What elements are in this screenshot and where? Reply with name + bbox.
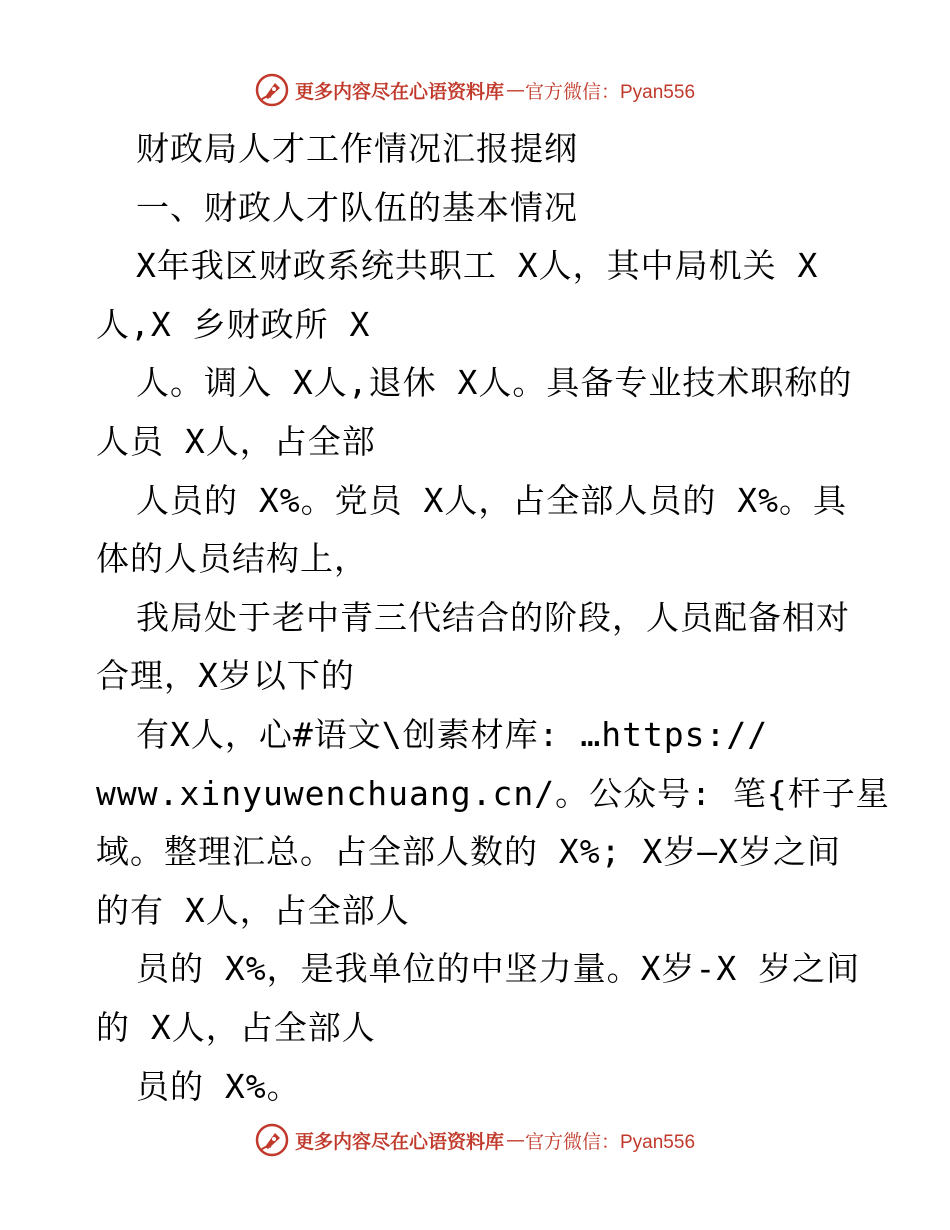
header-banner: [0, 70, 950, 110]
paragraph-line: 人员的 X%。党员 X人，占全部人员的 X%。具: [136, 480, 847, 520]
paragraph-line: 体的人员结构上，: [96, 539, 368, 579]
banner-main-text: 更多内容尽在心语资料库: [294, 80, 504, 103]
paragraph-line: www.xinyuwenchuang.cn/。公众号: 笔{杆子星: [96, 773, 890, 813]
document-title: 财政局人才工作情况汇报提纲: [136, 129, 578, 168]
paragraph-line: 合理，X岁以下的: [96, 656, 355, 696]
banner-main-text: 更多内容尽在心语资料库: [294, 1130, 504, 1153]
section-heading: 一、财政人才队伍的基本情况: [136, 187, 578, 227]
paragraph-line: 人,X 乡财政所 X: [96, 304, 371, 344]
footer-banner: [0, 1120, 950, 1160]
paragraph-line: 人。调入 X人,退休 X人。具备专业技术职称的: [136, 363, 853, 403]
document-body: [96, 120, 890, 1116]
banner-separator: —: [506, 79, 525, 101]
banner-contact-text: 官方微信：Pyan556: [525, 1131, 696, 1153]
paragraph-line: 人员 X人，占全部: [96, 421, 376, 461]
pen-nib-logo-icon: [255, 73, 289, 107]
paragraph-line: 员的 X%，是我单位的中坚力量。X岁-X 岁之间: [136, 949, 861, 989]
paragraph-line: 员的 X%。: [136, 1066, 301, 1106]
paragraph-line: 我局处于老中青三代结合的阶段，人员配备相对: [136, 597, 850, 637]
paragraph-line: 域。整理汇总。占全部人数的 X%; X岁—X岁之间: [96, 832, 841, 872]
banner-separator: —: [506, 1129, 525, 1151]
paragraph-line: 的 X人，占全部人: [96, 1007, 376, 1047]
paragraph-line: X年我区财政系统共职工 X人，其中局机关 X: [136, 246, 819, 286]
paragraph-line: 的有 X人，占全部人: [96, 890, 410, 930]
banner-contact-text: 官方微信：Pyan556: [525, 81, 696, 103]
pen-nib-logo-icon: [255, 1123, 289, 1157]
paragraph-line: 有X人，心#语文\创素材库: …https://: [136, 714, 769, 754]
